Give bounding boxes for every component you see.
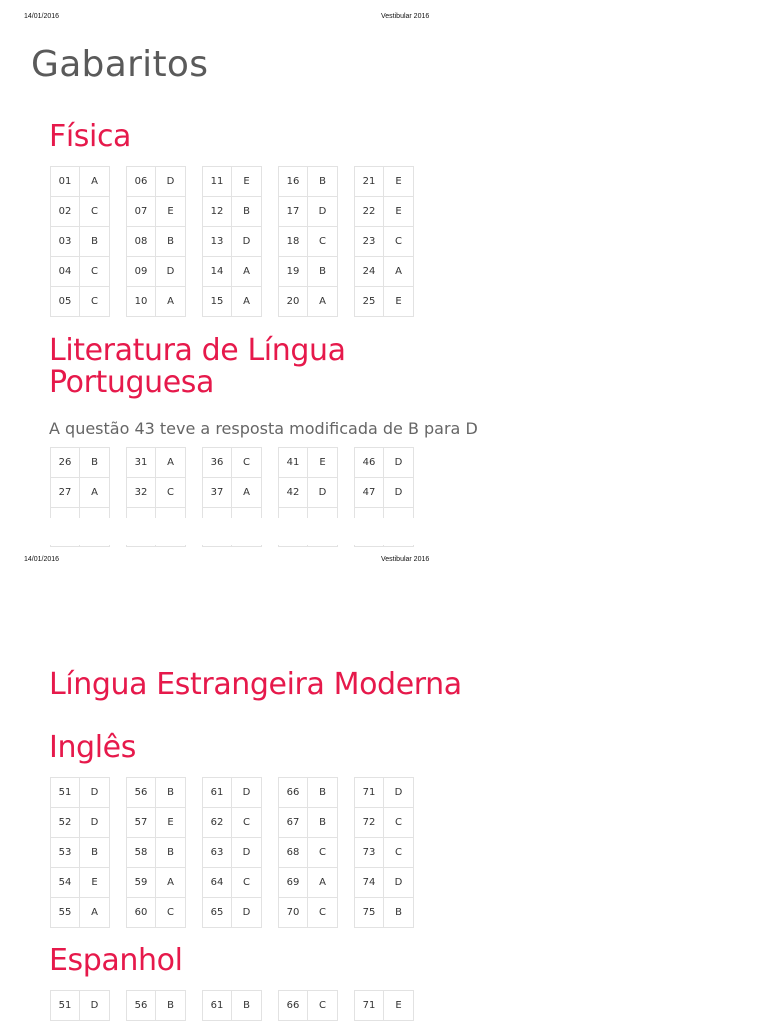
- table-row: [279, 448, 338, 478]
- question-number: 21: [355, 167, 384, 197]
- question-number: 04: [51, 257, 80, 287]
- literatura-answer-table: [50, 447, 110, 518]
- answer-letter: [80, 508, 110, 519]
- table-row: [355, 287, 414, 317]
- table-row: [51, 778, 110, 808]
- answer-letter: C: [156, 478, 186, 508]
- literatura-answer-grid-continued: [50, 545, 414, 547]
- question-number: 14: [203, 257, 232, 287]
- fisica-answer-table: [126, 166, 186, 317]
- table-row: [355, 197, 414, 227]
- answer-letter: D: [232, 778, 262, 808]
- answer-letter: C: [384, 808, 414, 838]
- answer-letter: D: [308, 197, 338, 227]
- table-row: [355, 808, 414, 838]
- question-number: 05: [51, 287, 80, 317]
- answer-letter: [156, 545, 186, 547]
- espanhol-answer-table: [354, 990, 414, 1021]
- answer-letter: [308, 545, 338, 547]
- answer-letter: A: [80, 167, 110, 197]
- question-number: 31: [127, 448, 156, 478]
- answer-letter: [384, 508, 414, 519]
- question-number: 61: [203, 991, 232, 1021]
- ingles-heading: Inglês: [49, 730, 136, 765]
- question-number: 20: [279, 287, 308, 317]
- answer-letter: A: [232, 287, 262, 317]
- question-number: [203, 508, 232, 519]
- table-row: [203, 227, 262, 257]
- answer-letter: D: [384, 868, 414, 898]
- answer-letter: A: [156, 868, 186, 898]
- table-row: [127, 545, 186, 547]
- fisica-answer-table: [202, 166, 262, 317]
- table-row: [355, 448, 414, 478]
- answer-letter: C: [80, 257, 110, 287]
- ingles-answer-table: [202, 777, 262, 928]
- table-row: [127, 167, 186, 197]
- question-number: 57: [127, 808, 156, 838]
- print-date: 14/01/2016: [24, 13, 60, 20]
- espanhol-answer-table: [278, 990, 338, 1021]
- question-number: 32: [127, 478, 156, 508]
- question-number: 74: [355, 868, 384, 898]
- question-number: 61: [203, 778, 232, 808]
- table-row: [203, 167, 262, 197]
- print-page-2: [0, 545, 768, 1024]
- answer-letter: A: [308, 868, 338, 898]
- table-row: [127, 898, 186, 928]
- table-row: [279, 478, 338, 508]
- table-row: [203, 991, 262, 1021]
- table-row: [355, 167, 414, 197]
- fisica-heading: Física: [49, 119, 132, 154]
- lingua-estrangeira-heading: Língua Estrangeira Moderna: [49, 667, 462, 702]
- answer-letter: E: [156, 197, 186, 227]
- table-row: [355, 991, 414, 1021]
- literatura-answer-grid: [50, 447, 414, 518]
- question-number: 70: [279, 898, 308, 928]
- table-row: [355, 868, 414, 898]
- answer-letter: B: [308, 778, 338, 808]
- question-number: 62: [203, 808, 232, 838]
- answer-letter: C: [80, 197, 110, 227]
- literatura-answer-table: [354, 447, 414, 518]
- table-row: [203, 257, 262, 287]
- table-row: [355, 257, 414, 287]
- answer-letter: [156, 508, 186, 519]
- table-row: [355, 478, 414, 508]
- answer-letter: D: [384, 778, 414, 808]
- question-number: 72: [355, 808, 384, 838]
- table-row: [279, 287, 338, 317]
- table-row: [203, 478, 262, 508]
- question-number: 12: [203, 197, 232, 227]
- table-row: [51, 197, 110, 227]
- fisica-answer-table: [278, 166, 338, 317]
- table-row: [51, 545, 110, 547]
- question-number: 71: [355, 778, 384, 808]
- question-number: 37: [203, 478, 232, 508]
- table-row: [51, 167, 110, 197]
- table-row: [203, 508, 262, 519]
- question-number: [203, 545, 232, 547]
- question-number: [127, 508, 156, 519]
- answer-letter: E: [384, 167, 414, 197]
- literatura-answer-table: [202, 545, 262, 547]
- question-number: [51, 508, 80, 519]
- table-row: [279, 898, 338, 928]
- question-number: [355, 508, 384, 519]
- question-number: 54: [51, 868, 80, 898]
- fisica-answer-grid: [50, 166, 414, 317]
- literatura-answer-table: [126, 447, 186, 518]
- answer-letter: C: [384, 838, 414, 868]
- answer-letter: D: [80, 778, 110, 808]
- table-row: [203, 778, 262, 808]
- table-row: [279, 778, 338, 808]
- table-row: [355, 545, 414, 547]
- question-number: 42: [279, 478, 308, 508]
- literatura-answer-table: [354, 545, 414, 547]
- question-number: [279, 508, 308, 519]
- question-number: 55: [51, 898, 80, 928]
- answer-letter: A: [232, 257, 262, 287]
- table-row: [51, 838, 110, 868]
- answer-letter: D: [156, 257, 186, 287]
- table-row: [279, 808, 338, 838]
- table-row: [355, 898, 414, 928]
- table-row: [51, 808, 110, 838]
- ingles-answer-table: [354, 777, 414, 928]
- table-row: [51, 868, 110, 898]
- question-number: 02: [51, 197, 80, 227]
- answer-letter: D: [384, 448, 414, 478]
- answer-letter: D: [232, 838, 262, 868]
- question-number: 07: [127, 197, 156, 227]
- question-number: 22: [355, 197, 384, 227]
- table-row: [279, 227, 338, 257]
- literatura-answer-table: [50, 545, 110, 547]
- answer-letter: B: [156, 838, 186, 868]
- answer-letter: E: [308, 448, 338, 478]
- question-number: 09: [127, 257, 156, 287]
- table-row: [51, 478, 110, 508]
- table-row: [127, 448, 186, 478]
- answer-letter: E: [384, 197, 414, 227]
- literatura-answer-table: [126, 545, 186, 547]
- table-row: [203, 868, 262, 898]
- question-number: 25: [355, 287, 384, 317]
- espanhol-answer-grid: [50, 990, 414, 1021]
- question-number: 01: [51, 167, 80, 197]
- question-number: 03: [51, 227, 80, 257]
- table-row: [51, 227, 110, 257]
- espanhol-answer-table: [50, 990, 110, 1021]
- table-row: [355, 227, 414, 257]
- literatura-answer-table: [202, 447, 262, 518]
- espanhol-answer-table: [126, 990, 186, 1021]
- answer-letter: E: [156, 808, 186, 838]
- answer-letter: B: [156, 778, 186, 808]
- question-number: 27: [51, 478, 80, 508]
- table-row: [355, 778, 414, 808]
- answer-letter: C: [232, 448, 262, 478]
- question-number: 56: [127, 778, 156, 808]
- answer-letter: B: [232, 991, 262, 1021]
- answer-letter: B: [80, 838, 110, 868]
- question-number: 73: [355, 838, 384, 868]
- table-row: [203, 898, 262, 928]
- table-row: [355, 838, 414, 868]
- answer-letter: E: [384, 287, 414, 317]
- question-number: 13: [203, 227, 232, 257]
- answer-letter: C: [232, 808, 262, 838]
- table-row: [279, 868, 338, 898]
- espanhol-answer-table: [202, 990, 262, 1021]
- table-row: [127, 478, 186, 508]
- question-number: 52: [51, 808, 80, 838]
- table-row: [279, 167, 338, 197]
- question-number: [279, 545, 308, 547]
- answer-letter: A: [384, 257, 414, 287]
- question-number: 63: [203, 838, 232, 868]
- answer-letter: C: [308, 991, 338, 1021]
- question-number: [355, 545, 384, 547]
- question-number: 26: [51, 448, 80, 478]
- answer-letter: B: [384, 898, 414, 928]
- table-row: [127, 991, 186, 1021]
- print-date-2: 14/01/2016: [24, 556, 60, 563]
- question-number: 75: [355, 898, 384, 928]
- print-site-title-2: Vestibular 2016: [381, 556, 430, 563]
- table-row: [279, 257, 338, 287]
- question-number: 53: [51, 838, 80, 868]
- question-number: 68: [279, 838, 308, 868]
- table-row: [279, 838, 338, 868]
- print-site-title: Vestibular 2016: [381, 13, 430, 20]
- table-row: [203, 838, 262, 868]
- answer-letter: [232, 508, 262, 519]
- espanhol-heading: Espanhol: [49, 943, 183, 978]
- question-number: [127, 545, 156, 547]
- page-title: Gabaritos: [31, 44, 209, 85]
- table-row: [355, 508, 414, 519]
- ingles-answer-table: [126, 777, 186, 928]
- question-number: 47: [355, 478, 384, 508]
- answer-letter: D: [232, 898, 262, 928]
- answer-letter: B: [232, 197, 262, 227]
- table-row: [203, 448, 262, 478]
- question-number: 16: [279, 167, 308, 197]
- question-number: 51: [51, 991, 80, 1021]
- table-row: [127, 778, 186, 808]
- question-number: [51, 545, 80, 547]
- literatura-answer-table: [278, 447, 338, 518]
- table-row: [51, 257, 110, 287]
- literatura-answer-table: [278, 545, 338, 547]
- fisica-answer-table: [50, 166, 110, 317]
- answer-letter: E: [232, 167, 262, 197]
- table-row: [127, 287, 186, 317]
- ingles-answer-table: [278, 777, 338, 928]
- table-row: [51, 448, 110, 478]
- answer-letter: C: [308, 838, 338, 868]
- answer-letter: E: [384, 991, 414, 1021]
- question-number: 11: [203, 167, 232, 197]
- answer-letter: C: [308, 227, 338, 257]
- question-number: 08: [127, 227, 156, 257]
- question-number: 66: [279, 778, 308, 808]
- answer-letter: D: [156, 167, 186, 197]
- answer-letter: A: [80, 898, 110, 928]
- literatura-note: A questão 43 teve a resposta modificada de B para D: [49, 419, 478, 438]
- table-row: [127, 227, 186, 257]
- answer-letter: C: [80, 287, 110, 317]
- question-number: 10: [127, 287, 156, 317]
- table-row: [127, 838, 186, 868]
- question-number: 51: [51, 778, 80, 808]
- answer-letter: D: [80, 808, 110, 838]
- question-number: 23: [355, 227, 384, 257]
- question-number: 60: [127, 898, 156, 928]
- answer-letter: D: [308, 478, 338, 508]
- answer-letter: C: [232, 868, 262, 898]
- answer-letter: [384, 545, 414, 547]
- ingles-answer-grid: [50, 777, 414, 928]
- answer-letter: D: [80, 991, 110, 1021]
- table-row: [279, 508, 338, 519]
- answer-letter: [308, 508, 338, 519]
- answer-letter: B: [156, 227, 186, 257]
- answer-letter: B: [308, 257, 338, 287]
- question-number: 69: [279, 868, 308, 898]
- question-number: 46: [355, 448, 384, 478]
- question-number: 59: [127, 868, 156, 898]
- table-row: [279, 197, 338, 227]
- question-number: 66: [279, 991, 308, 1021]
- answer-letter: E: [80, 868, 110, 898]
- table-row: [51, 287, 110, 317]
- ingles-answer-table: [50, 777, 110, 928]
- question-number: 06: [127, 167, 156, 197]
- answer-letter: A: [80, 478, 110, 508]
- question-number: 19: [279, 257, 308, 287]
- table-row: [279, 991, 338, 1021]
- question-number: 36: [203, 448, 232, 478]
- answer-letter: B: [80, 448, 110, 478]
- answer-letter: C: [308, 898, 338, 928]
- question-number: 15: [203, 287, 232, 317]
- answer-letter: B: [308, 167, 338, 197]
- table-row: [127, 808, 186, 838]
- table-row: [127, 197, 186, 227]
- table-row: [127, 868, 186, 898]
- answer-letter: C: [156, 898, 186, 928]
- answer-letter: B: [308, 808, 338, 838]
- answer-letter: D: [384, 478, 414, 508]
- answer-letter: B: [80, 227, 110, 257]
- table-row: [51, 508, 110, 519]
- question-number: 24: [355, 257, 384, 287]
- question-number: 41: [279, 448, 308, 478]
- answer-letter: A: [232, 478, 262, 508]
- table-row: [203, 545, 262, 547]
- fisica-answer-table: [354, 166, 414, 317]
- question-number: 56: [127, 991, 156, 1021]
- literatura-heading-line1: Literatura de Língua: [49, 333, 346, 368]
- table-row: [51, 991, 110, 1021]
- question-number: 18: [279, 227, 308, 257]
- table-row: [203, 197, 262, 227]
- answer-letter: [80, 545, 110, 547]
- table-row: [127, 508, 186, 519]
- answer-letter: C: [384, 227, 414, 257]
- answer-letter: B: [156, 991, 186, 1021]
- answer-letter: A: [156, 287, 186, 317]
- answer-letter: A: [156, 448, 186, 478]
- answer-letter: A: [308, 287, 338, 317]
- table-row: [203, 287, 262, 317]
- question-number: 64: [203, 868, 232, 898]
- table-row: [279, 545, 338, 547]
- question-number: 71: [355, 991, 384, 1021]
- question-number: 67: [279, 808, 308, 838]
- question-number: 65: [203, 898, 232, 928]
- table-row: [203, 808, 262, 838]
- literatura-heading: [49, 335, 346, 399]
- answer-letter: D: [232, 227, 262, 257]
- question-number: 17: [279, 197, 308, 227]
- question-number: 58: [127, 838, 156, 868]
- table-row: [51, 898, 110, 928]
- table-row: [127, 257, 186, 287]
- answer-letter: [232, 545, 262, 547]
- literatura-heading-line2: Portuguesa: [49, 365, 215, 400]
